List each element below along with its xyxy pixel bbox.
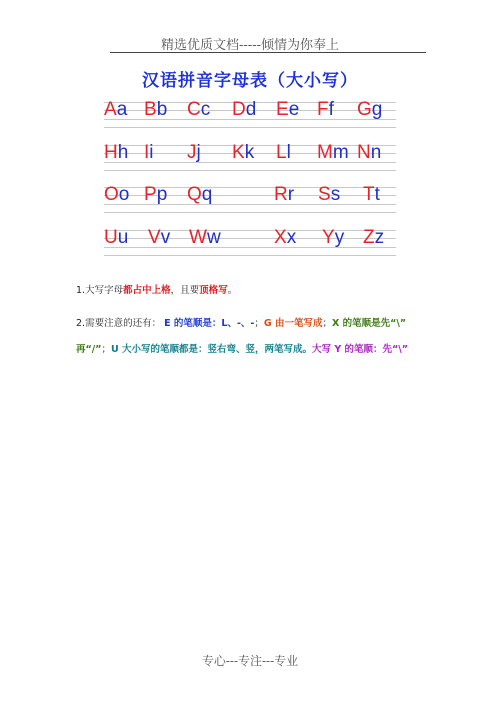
note2-sep-2: ； [322,318,332,329]
letter-pair-y [322,227,344,257]
note2-g-stroke: G 由一笔写成 [263,318,323,329]
uppercase-letter: X [274,227,287,248]
lowercase-letter: l [286,142,291,163]
letter-pair-q [187,184,212,214]
uppercase-letter: R [274,184,288,205]
letter-pair-u [104,227,128,257]
uppercase-letter: C [187,99,201,120]
lowercase-letter: r [287,184,295,205]
lowercase-letter: s [330,184,341,205]
note1-text-e: 。 [227,285,238,296]
uppercase-letter: U [104,227,118,248]
uppercase-letter: L [276,142,287,163]
uppercase-letter: H [104,142,118,163]
letter-pair-d [232,99,256,129]
lowercase-letter: v [160,227,171,248]
lowercase-letter: n [370,142,382,163]
letter-pair-e [276,99,299,129]
page-header: 精选优质文档-----倾情为你奉上 [161,38,339,53]
note-stroke-order-continued [76,341,408,355]
letter-pair-k [232,142,254,172]
page-footer: 专心---专注---专业 [201,654,299,668]
uppercase-letter: O [104,184,119,205]
alphabet-row-1 [104,99,396,129]
lowercase-letter: t [374,184,380,205]
lowercase-letter: c [200,99,211,120]
header-divider [110,52,426,53]
note3-u-stroke: U 大小写的笔顺都是：竖右弯、竖，两笔写成。 [110,344,313,355]
uppercase-letter: J [187,142,197,163]
letter-pair-f [317,99,334,129]
uppercase-letter: P [144,184,157,205]
uppercase-letter: Q [187,184,202,205]
lowercase-letter: j [196,142,201,163]
uppercase-letter: F [317,99,329,120]
lowercase-letter: x [286,227,297,248]
note1-highlight-top: 顶格写 [199,285,228,296]
uppercase-letter: M [317,142,333,163]
uppercase-letter: Y [322,227,335,248]
note2-sep-1: ； [254,318,264,329]
letter-pair-j [187,142,201,172]
letter-pair-z [363,227,384,257]
note3-y-stroke: 大写 Y 的笔顺：先“\” [312,344,408,355]
note2-x-stroke: X 的笔顺是先“\” [332,318,407,329]
note3-x-stroke-end: 再“/” [76,344,102,355]
uppercase-letter: G [357,99,372,120]
page-title: 汉语拼音字母表（大小写） [142,71,358,91]
uppercase-letter: W [189,227,207,248]
letter-pair-n [357,142,381,172]
lowercase-letter: z [374,227,385,248]
uppercase-letter: Z [363,227,375,248]
lowercase-letter: g [371,99,383,120]
letter-pair-x [274,227,296,257]
lowercase-letter: y [334,227,345,248]
letter-pair-c [187,99,210,129]
letter-pair-h [104,142,128,172]
note2-e-stroke: E 的笔顺是：L、-、- [164,318,255,329]
note3-sep: ； [101,344,111,355]
lowercase-letter: i [149,142,154,163]
letter-pair-i [144,142,154,172]
letter-pair-r [274,184,294,214]
letter-pair-w [189,227,221,257]
note1-highlight-position: 都占中上格 [123,285,171,296]
uppercase-letter: B [144,99,157,120]
lowercase-letter: w [206,227,221,248]
uppercase-letter: T [363,184,375,205]
alphabet-row-4 [104,227,396,257]
uppercase-letter: E [276,99,289,120]
lowercase-letter: p [156,184,168,205]
lowercase-letter: q [201,184,213,205]
note1-text-a: 1.大写字母 [76,285,124,296]
alphabet-row-3 [104,184,396,214]
lowercase-letter: u [117,227,129,248]
letter-pair-s [318,184,340,214]
letter-pair-p [144,184,167,214]
letter-pair-a [104,99,127,129]
letter-pair-t [363,184,380,214]
lowercase-letter: a [116,99,128,120]
lowercase-letter: h [117,142,129,163]
lowercase-letter: e [288,99,300,120]
letter-pair-m [317,142,349,172]
note2-text-a: 2.需要注意的还有： [76,318,162,329]
lowercase-letter: b [156,99,168,120]
uppercase-letter: A [104,99,117,120]
uppercase-letter: I [144,142,150,163]
note1-text-c: ，且要 [170,285,200,296]
lowercase-letter: f [328,99,334,120]
lowercase-letter: o [118,184,130,205]
uppercase-letter: V [148,227,161,248]
note-stroke-order [76,315,406,329]
lowercase-letter: m [332,142,349,163]
uppercase-letter: S [318,184,331,205]
note-uppercase-rule [76,282,237,296]
uppercase-letter: K [232,142,245,163]
uppercase-letter: N [357,142,371,163]
lowercase-letter: d [245,99,257,120]
letter-pair-g [357,99,382,129]
letter-pair-v [148,227,170,257]
uppercase-letter: D [232,99,246,120]
letter-pair-l [276,142,291,172]
letter-pair-o [104,184,129,214]
alphabet-row-2 [104,142,396,172]
letter-pair-b [144,99,167,129]
lowercase-letter: k [244,142,255,163]
